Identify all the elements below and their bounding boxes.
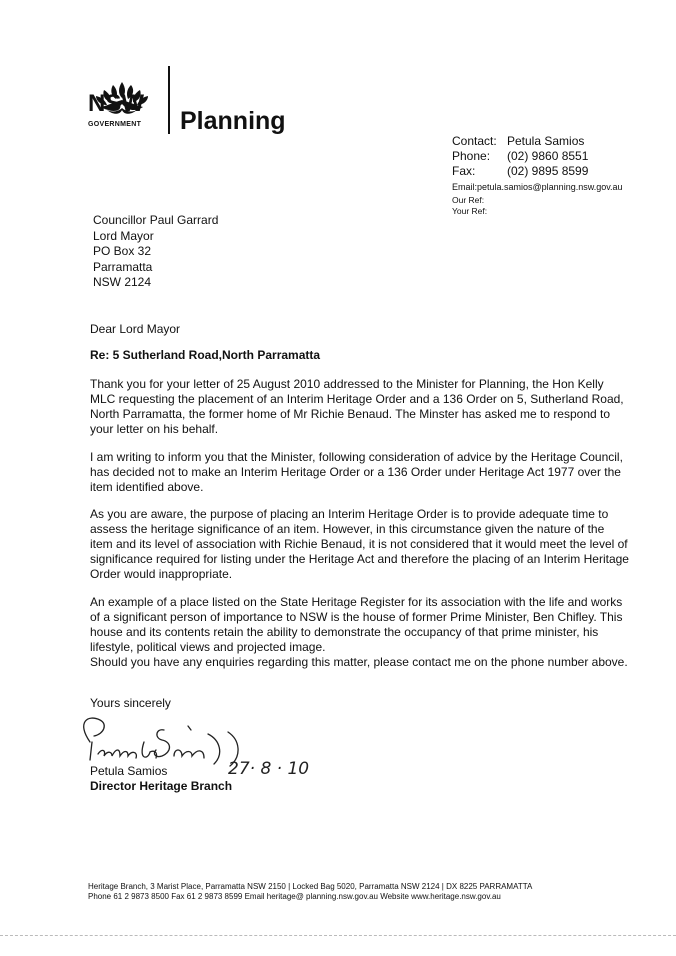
- body-paragraph: An example of a place listed on the State Heritage Register for its association with the life and works of a significant person of importance to NSW is the house of former Prime Minister, Ben Chifley. This house and its contents retain the ability to demonstrate the occupancy of that prime minister, his lifestyle, political views and projected image.: [90, 595, 623, 654]
- phone-label: Phone:: [452, 149, 491, 163]
- fax-number: (02) 9895 8599: [507, 164, 589, 178]
- address-line: PO Box 32: [93, 244, 152, 258]
- fax-label: Fax:: [452, 164, 476, 178]
- salutation: Dear Lord Mayor: [90, 322, 181, 336]
- scan-artifact-line: [0, 935, 676, 936]
- contact-name: Petula Samios: [507, 134, 585, 148]
- address-line: NSW 2124: [93, 275, 152, 289]
- address-line: Parramatta: [93, 259, 153, 274]
- contact-label: Contact:: [452, 134, 497, 148]
- contact-email: Email:petula.samios@planning.nsw.gov.au: [452, 182, 623, 192]
- footer-address-line: Heritage Branch, 3 Marist Place, Parramatta NSW 2150 | Locked Bag 5020, Parramatta NSW 2124 | DX 8225 PARRAMATTA: [88, 882, 533, 891]
- signer-name: Petula Samios: [90, 764, 168, 778]
- logo-divider: [168, 66, 170, 134]
- signature-date: 27· 8 · 10: [228, 759, 310, 778]
- our-ref-label: Our Ref:: [452, 195, 485, 205]
- signer-title: Director Heritage Branch: [90, 779, 233, 793]
- footer-contact-line: Phone 61 2 9873 8500 Fax 61 2 9873 8599 Email heritage@ planning.nsw.gov.au Website www.heritage.nsw.gov.au: [88, 892, 501, 901]
- body-paragraph: Should you have any enquiries regarding this matter, please contact me on the phone number above.: [90, 655, 628, 669]
- address-line: Councillor Paul Garrard: [93, 213, 219, 227]
- body-paragraph: I am writing to inform you that the Minister, following consideration of advice by the Heritage Council, has decided not to make an Interim Heritage Order or a 136 Order under Heritage Act 1977 over the item identified above.: [90, 450, 623, 494]
- body-paragraph: As you are aware, the purpose of placing an Interim Heritage Order is to provide adequate time to assess the heritage significance of an item. However, in this circumstance given the nature of the item and its level of association with Richie Benaud, it is not considered that it would meet the level of significance required for listing under the Heritage Act and therefore the placing of an Interim Heritage Order would inappropriate.: [90, 507, 629, 581]
- contact-block: [452, 134, 623, 195]
- department-name: Planning: [180, 107, 286, 135]
- subject-line: Re: 5 Sutherland Road,North Parramatta: [90, 348, 321, 362]
- recipient-address: [93, 213, 218, 291]
- address-line: Lord Mayor: [93, 228, 154, 243]
- government-wordmark: GOVERNMENT: [88, 121, 142, 128]
- footer: [88, 882, 608, 902]
- closing: Yours sincerely: [90, 696, 171, 710]
- body-paragraph: Thank you for your letter of 25 August 2010 addressed to the Minister for Planning, the Hon Kelly MLC requesting the placement of an Interim Heritage Order and a 136 Order on 5, Sutherland Road, North Parramatta, the former home of Mr Richie Benaud. The Minster has asked me to respond to your letter on his behalf.: [90, 377, 624, 436]
- your-ref-label: Your Ref:: [452, 206, 488, 216]
- nsw-wordmark: NSW: [88, 90, 144, 117]
- reference-block: [452, 195, 487, 217]
- phone-number: (02) 9860 8551: [507, 149, 589, 163]
